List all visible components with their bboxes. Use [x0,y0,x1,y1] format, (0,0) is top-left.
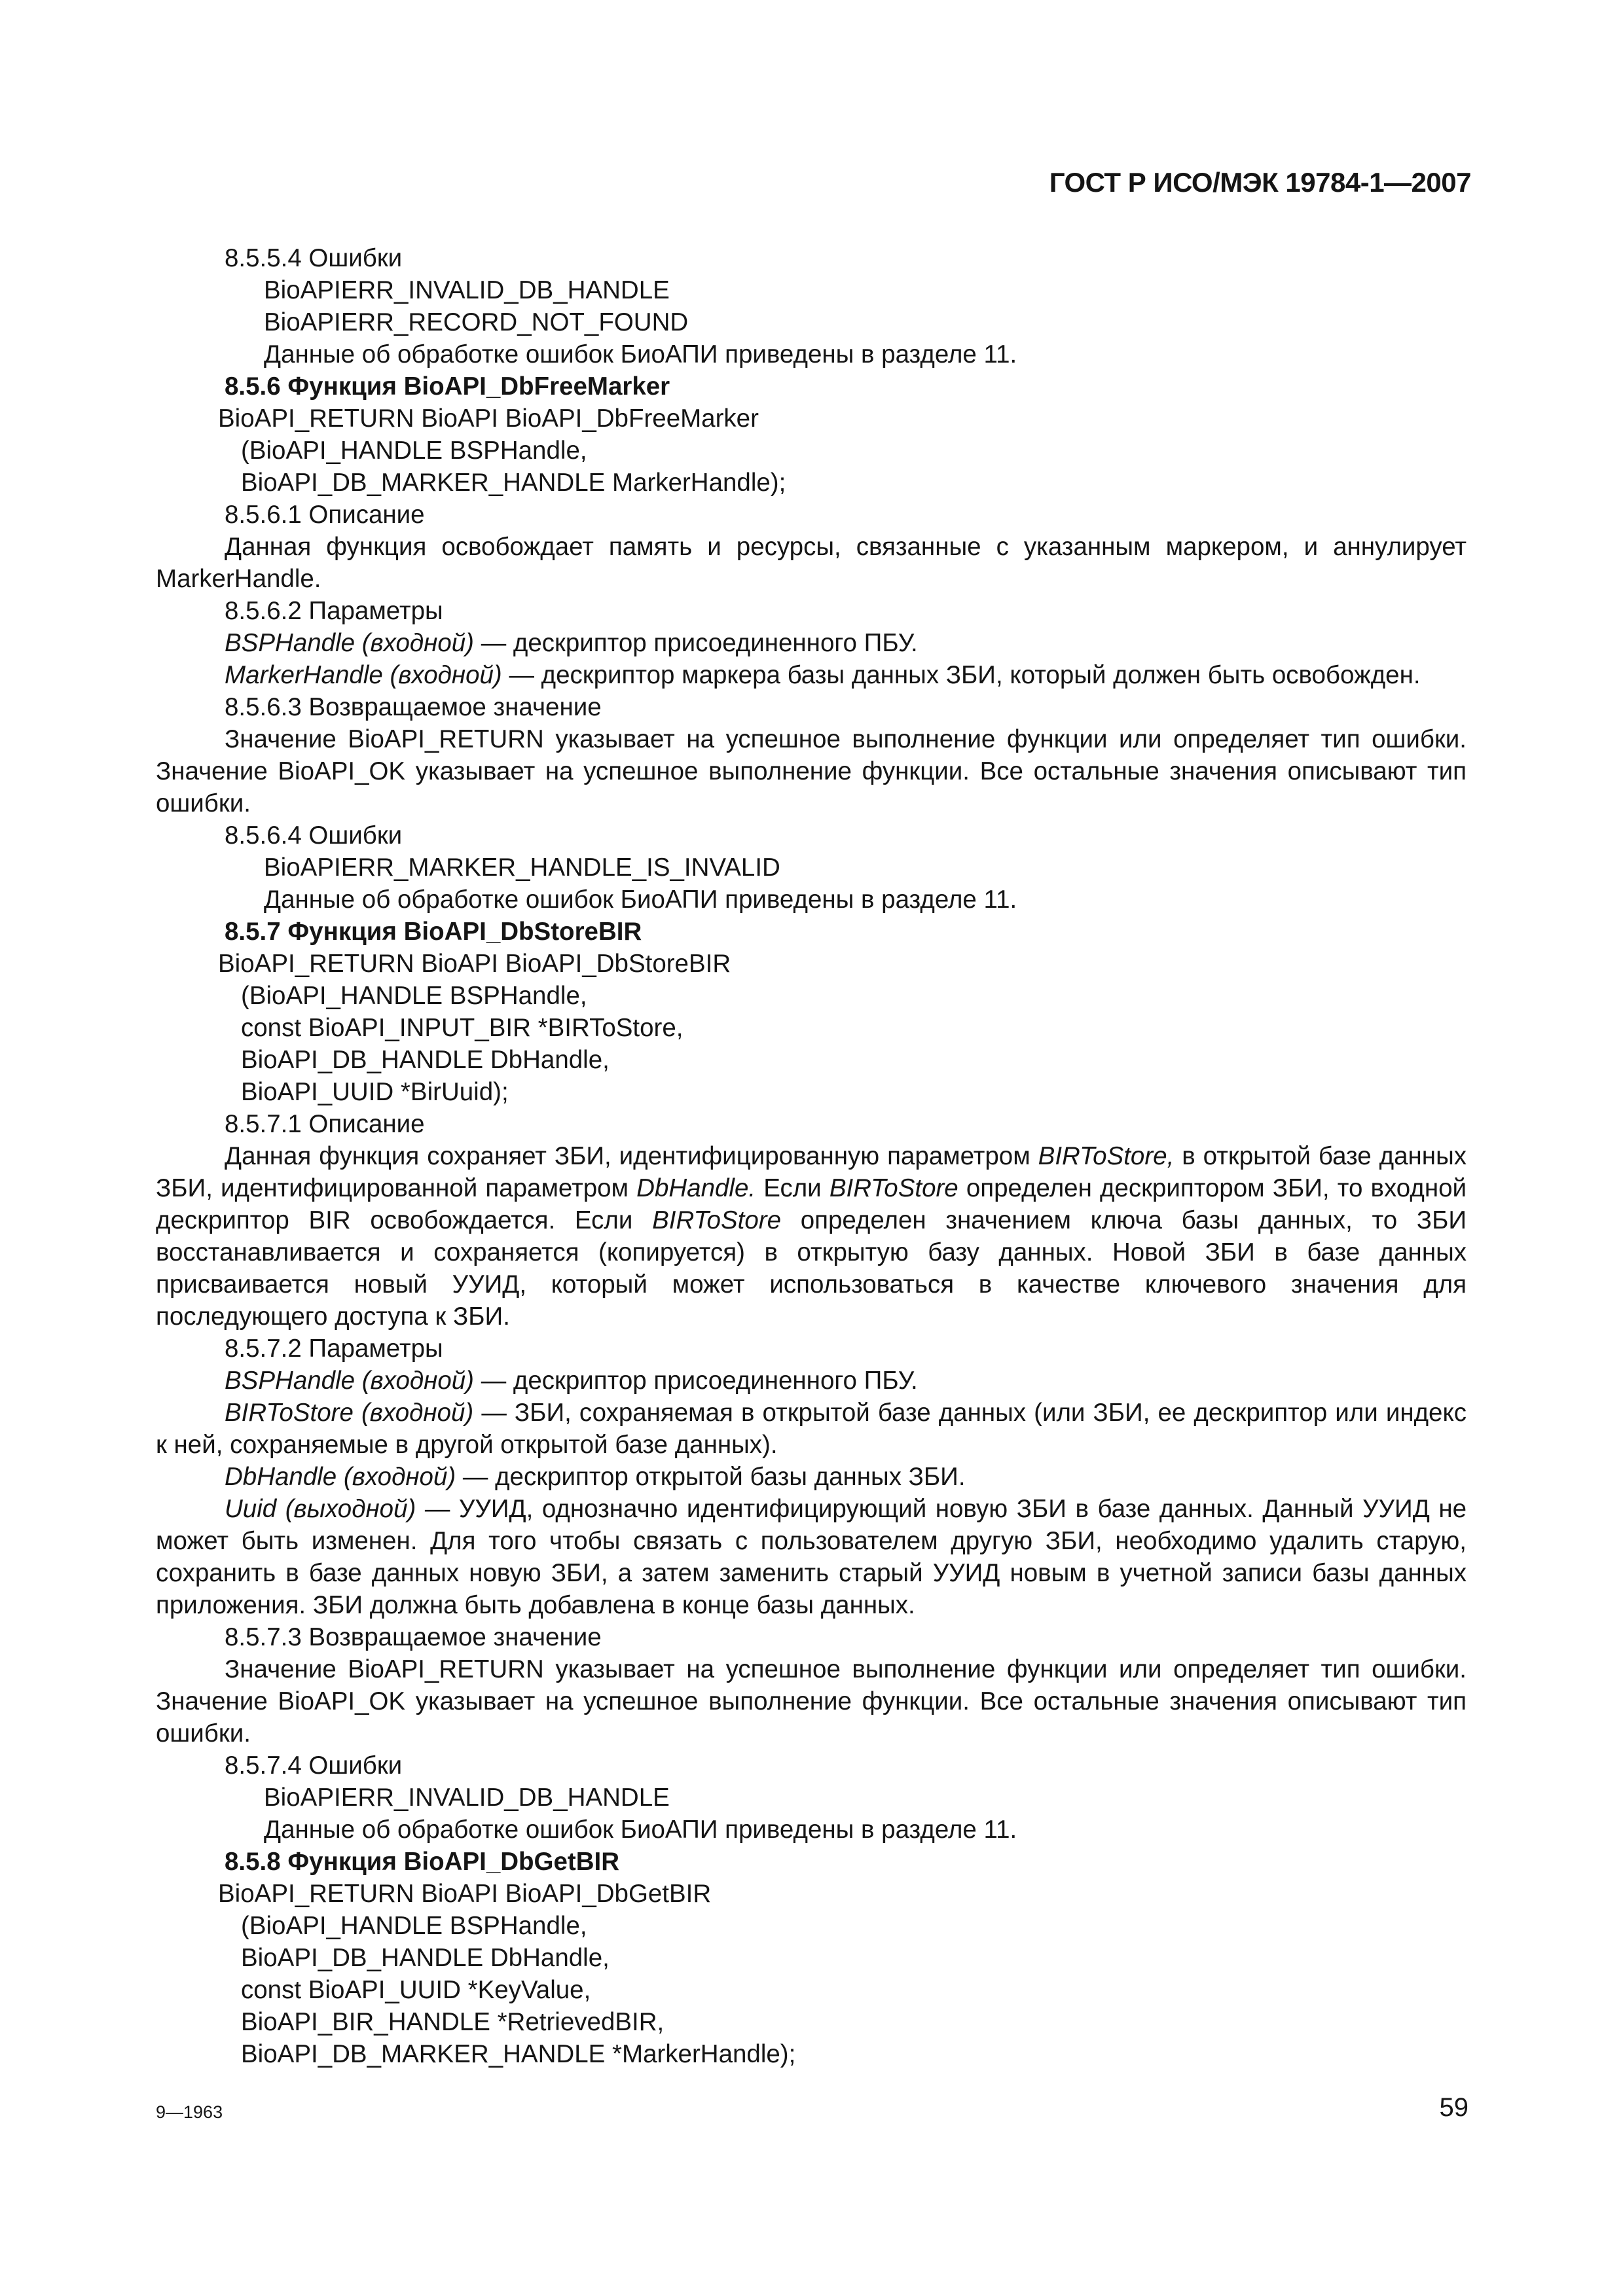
section-heading: 8.5.6.1 Описание [225,501,425,529]
section-heading: 8.5.6.2 Параметры [225,597,443,625]
section-heading: 8.5.7.4 Ошибки [225,1751,403,1780]
error-note: Данные об обработке ошибок БиоАПИ приведены в разделе 11. [264,1816,1017,1844]
code-line: BioAPI_UUID *BirUuid); [241,1078,509,1106]
parameter-line [156,1365,1467,1397]
code-line: BioAPI_DB_HANDLE DbHandle, [241,1046,610,1074]
code-line: BioAPI_BIR_HANDLE *RetrievedBIR, [241,2008,665,2036]
parameter-paragraph [156,1493,1467,1621]
paragraph [156,1653,1467,1749]
paragraph-text: в открытой базе данных ЗБИ, идентифицированной параметром [156,1142,1467,1202]
parameter-ref: BIRToStore [829,1174,958,1202]
error-code: BioAPIERR_MARKER_HANDLE_IS_INVALID [264,853,780,882]
function-heading: 8.5.6 Функция BioAPI_DbFreeMarker [225,372,670,401]
parameter-ref: DbHandle. [636,1174,756,1202]
paragraph-text: Данная функция освобождает память и ресурсы, связанные с указанным маркером, и аннулирует MarkerHandle. [156,533,1467,593]
function-heading: 8.5.8 Функция BioAPI_DbGetBIR [225,1848,620,1876]
parameter-line [156,659,1467,691]
error-note: Данные об обработке ошибок БиоАПИ приведены в разделе 11. [264,886,1017,914]
parameter-desc: — дескриптор открытой базы данных ЗБИ. [456,1463,966,1491]
error-note: Данные об обработке ошибок БиоАПИ приведены в разделе 11. [264,340,1017,368]
paragraph [156,531,1467,595]
standard-code-header: ГОСТ Р ИСО/МЭК 19784-1—2007 [1049,167,1471,198]
code-line: const BioAPI_INPUT_BIR *BIRToStore, [241,1014,684,1042]
code-line: (BioAPI_HANDLE BSPHandle, [241,982,587,1010]
paragraph [156,1140,1467,1333]
print-code: 9—1963 [156,2102,223,2122]
code-line: BioAPI_RETURN BioAPI BioAPI_DbStoreBIR [218,950,731,978]
page-number: 59 [1439,2093,1468,2122]
parameter-line [156,627,1467,659]
section-heading: 8.5.7.2 Параметры [225,1335,443,1363]
paragraph-text: Данная функция сохраняет ЗБИ, идентифицированную параметром [225,1142,1038,1170]
parameter-name: Uuid (выходной) [225,1495,416,1523]
parameter-desc: — УУИД, однозначно идентифицирующий новую ЗБИ в базе данных. Данный УУИД не может быть изменен. Для того чтобы связать с пользователем другую ЗБИ, необходимо удалить старую, сохранить в базе данных новую ЗБИ, а затем заменить старый УУИД новым в учетной записи базы данных приложения. ЗБИ должна быть добавлена в конце базы данных. [156,1495,1467,1619]
parameter-line [156,1461,1467,1493]
code-line: (BioAPI_HANDLE BSPHandle, [241,437,587,465]
parameter-ref: BIRToStore, [1038,1142,1175,1170]
paragraph-text: Если [756,1174,830,1202]
parameter-desc: — дескриптор присоединенного ПБУ. [474,629,918,657]
error-code: BioAPIERR_INVALID_DB_HANDLE [264,1784,670,1812]
parameter-paragraph [156,1397,1467,1461]
section-heading: 8.5.7.1 Описание [225,1110,425,1138]
paragraph-text: определен значением ключа базы данных, то ЗБИ восстанавливается и сохраняется (копируется) в открытую базу данных. Новой ЗБИ в базе данных присваивается новый УУИД, который может использоваться в качестве ключевого значения для последующего доступа к ЗБИ. [156,1206,1467,1331]
parameter-name: BSPHandle (входной) [225,629,474,657]
code-line: BioAPI_DB_MARKER_HANDLE MarkerHandle); [241,469,786,497]
code-line: const BioAPI_UUID *KeyValue, [241,1976,591,2004]
paragraph [156,723,1467,819]
parameter-desc: — дескриптор маркера базы данных ЗБИ, который должен быть освобожден. [501,661,1421,689]
code-line: (BioAPI_HANDLE BSPHandle, [241,1912,587,1940]
parameter-name: BSPHandle (входной) [225,1367,474,1395]
parameter-desc: — ЗБИ, сохраняемая в открытой базе данных (или ЗБИ, ее дескриптор или индекс к ней, сохраняемые в другой открытой базе данных). [156,1399,1467,1459]
parameter-desc: — дескриптор присоединенного ПБУ. [474,1367,918,1395]
section-heading: 8.5.5.4 Ошибки [225,244,403,272]
parameter-name: MarkerHandle (входной) [225,661,502,689]
code-line: BioAPI_DB_HANDLE DbHandle, [241,1944,610,1972]
parameter-name: DbHandle (входной) [225,1463,456,1491]
code-line: BioAPI_DB_MARKER_HANDLE *MarkerHandle); [241,2040,796,2068]
parameter-name: BIRToStore (входной) [225,1399,474,1427]
document-body [156,242,1467,2070]
section-heading: 8.5.6.4 Ошибки [225,821,403,850]
paragraph-text: Значение BioAPI_RETURN указывает на успешное выполнение функции или определяет тип ошибки. Значение BioAPI_OK указывает на успешное выполнение функции. Все остальные значения описывают тип ошибки. [156,1655,1467,1748]
parameter-ref: BIRToStore [652,1206,781,1234]
section-heading: 8.5.7.3 Возвращаемое значение [225,1623,602,1651]
code-line: BioAPI_RETURN BioAPI BioAPI_DbGetBIR [218,1880,712,1908]
error-code: BioAPIERR_INVALID_DB_HANDLE [264,276,670,304]
error-code: BioAPIERR_RECORD_NOT_FOUND [264,308,689,336]
paragraph-text: Значение BioAPI_RETURN указывает на успешное выполнение функции или определяет тип ошибки. Значение BioAPI_OK указывает на успешное выполнение функции. Все остальные значения описывают тип ошибки. [156,725,1467,817]
code-line: BioAPI_RETURN BioAPI BioAPI_DbFreeMarker [218,404,759,433]
paragraph-text: определен дескриптором ЗБИ, то входной дескриптор BIR освобождается. Если [156,1174,1467,1234]
function-heading: 8.5.7 Функция BioAPI_DbStoreBIR [225,918,642,946]
section-heading: 8.5.6.3 Возвращаемое значение [225,693,602,721]
